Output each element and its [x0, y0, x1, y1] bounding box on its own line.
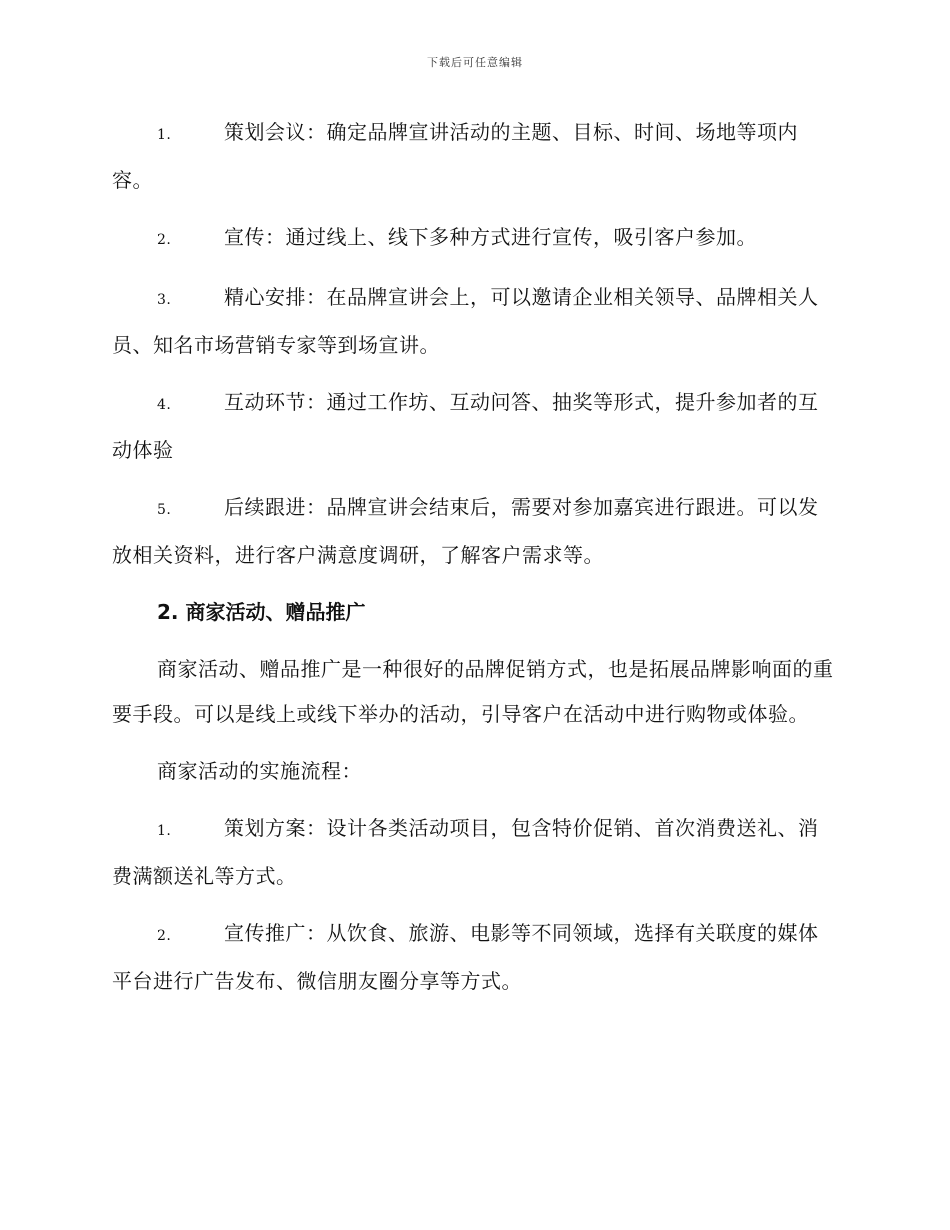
list-number: 5. — [157, 502, 172, 518]
list-item — [112, 215, 837, 263]
list-item — [112, 110, 837, 203]
flow-title: 商家活动的实施流程： — [157, 759, 362, 783]
list-item — [112, 806, 837, 899]
document-body — [112, 110, 837, 1016]
list-text: 宣传推广：从饮食、旅游、电影等不同领域，选择有关联度的媒体平台进行广告发布、微信朋友圈分享等方式。 — [112, 921, 819, 993]
list-text: 后续跟进：品牌宣讲会结束后，需要对参加嘉宾进行跟进。可以发放相关资料，进行客户满意度调研，了解客户需求等。 — [112, 495, 819, 567]
list-item — [112, 380, 837, 473]
list-number: 2. — [157, 928, 172, 944]
list-number: 2. — [157, 232, 172, 248]
list-number: 1. — [157, 127, 172, 143]
list-number: 4. — [157, 397, 172, 413]
section-heading: 2. 商家活动、赠品推广 — [157, 600, 366, 624]
list-text: 宣传：通过线上、线下多种方式进行宣传，吸引客户参加。 — [224, 225, 757, 249]
section-paragraph: 商家活动、赠品推广是一种很好的品牌促销方式，也是拓展品牌影响面的重要手段。可以是线上或线下举办的活动，引导客户在活动中进行购物或体验。 — [112, 657, 834, 726]
list-text: 策划方案：设计各类活动项目，包含特价促销、首次消费送礼、消费满额送礼等方式。 — [112, 816, 819, 888]
list-text: 精心安排：在品牌宣讲会上，可以邀请企业相关领导、品牌相关人员、知名市场营销专家等到场宣讲。 — [112, 285, 819, 357]
list-text: 互动环节：通过工作坊、互动问答、抽奖等形式，提升参加者的互动体验 — [112, 390, 819, 462]
list-number: 3. — [157, 292, 172, 308]
page-header: 下载后可任意编辑 — [427, 56, 523, 69]
list-number: 1. — [157, 823, 172, 839]
list-item — [112, 275, 837, 368]
list-text: 策划会议：确定品牌宣讲活动的主题、目标、时间、场地等项内容。 — [112, 120, 798, 192]
list-item — [112, 911, 837, 1004]
list-item — [112, 485, 837, 578]
